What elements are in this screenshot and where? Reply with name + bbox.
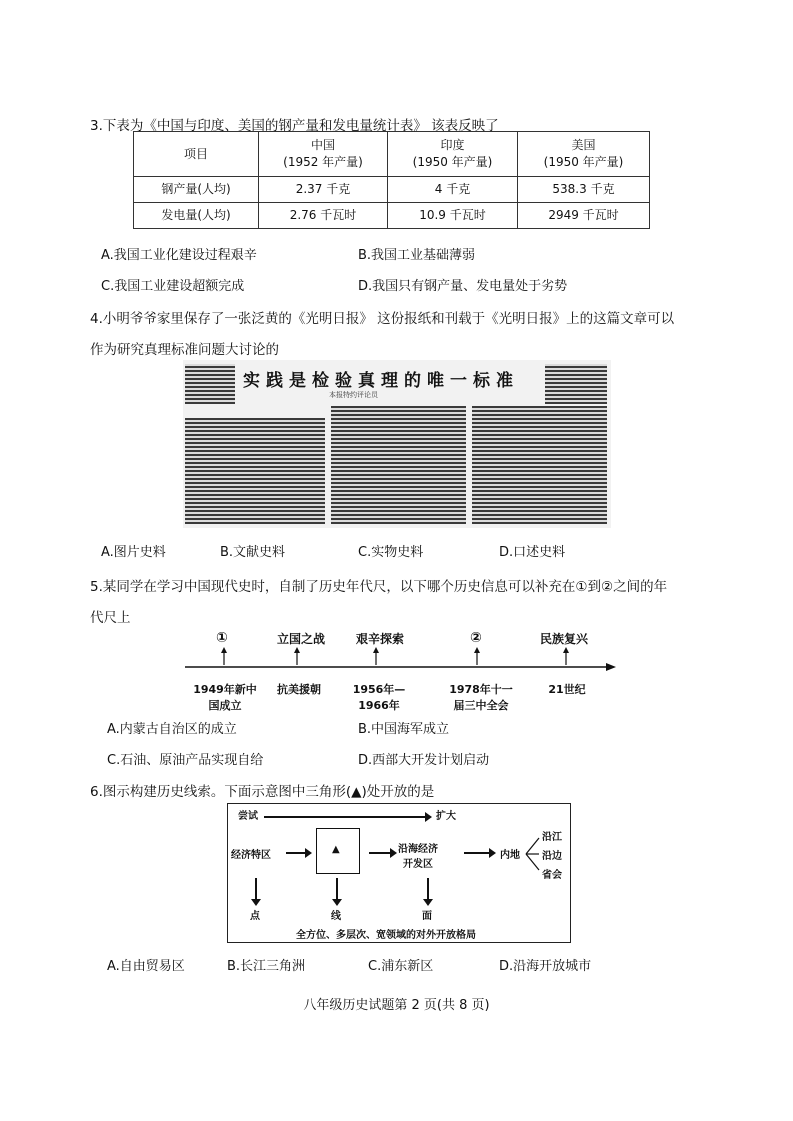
diagram-arrow <box>286 852 306 854</box>
q6-option-d[interactable]: D.沿海开放城市 <box>499 959 592 974</box>
q5-option-c[interactable]: C.石油、原油产品实现自给 <box>107 753 264 768</box>
newspaper-text-block <box>545 364 607 404</box>
q4-option-b[interactable]: B.文献史料 <box>220 545 286 560</box>
table-header-china: 中国 (1952 年产量) <box>259 132 388 177</box>
q4-stem-line1: 4.小明爷爷家里保存了一张泛黄的《光明日报》 这份报纸和刊载于《光明日报》上的这篇文章可以 <box>90 311 675 327</box>
diagram-arrow <box>369 852 391 854</box>
diagram-along-border: 沿边 <box>542 851 562 862</box>
diagram-line: 线 <box>331 911 341 922</box>
diagram-arrow-down <box>336 878 338 900</box>
q3-option-b[interactable]: B.我国工业基础薄弱 <box>358 248 476 263</box>
table-cell: 2.37 千克 <box>259 177 388 203</box>
timeline-label-exploration: 艰辛探索 <box>356 632 405 646</box>
newspaper-column <box>185 418 325 524</box>
newspaper-text-block <box>185 364 235 404</box>
timeline-label-rejuvenation: 民族复兴 <box>540 632 589 646</box>
triangle-icon: ▲ <box>332 844 340 855</box>
diagram-bottom-caption: 全方位、多层次、宽领域的对外开放格局 <box>296 930 476 941</box>
q6-option-b[interactable]: B.长江三角洲 <box>227 959 306 974</box>
q5-option-b[interactable]: B.中国海军成立 <box>358 722 450 737</box>
table-cell: 钢产量(人均) <box>134 177 259 203</box>
diagram-arrow-try-expand <box>264 816 426 818</box>
newspaper-column <box>472 406 607 524</box>
q3-option-d[interactable]: D.我国只有钢产量、发电量处于劣势 <box>358 279 568 294</box>
diagram-inland: 内地 <box>500 850 520 861</box>
q4-option-c[interactable]: C.实物史料 <box>358 545 424 560</box>
table-cell: 2949 千瓦时 <box>518 203 650 229</box>
q3-option-a[interactable]: A.我国工业化建设过程艰辛 <box>101 248 257 263</box>
q5-stem-line2: 代尺上 <box>90 610 131 626</box>
diagram-sez: 经济特区 <box>231 850 271 861</box>
table-cell: 538.3 千克 <box>518 177 650 203</box>
diagram-expand: 扩大 <box>436 811 456 822</box>
table-cell: 4 千克 <box>388 177 518 203</box>
timeline-event-korea: 抗美援朝 <box>277 683 321 696</box>
table-header-india: 印度 (1950 年产量) <box>388 132 518 177</box>
q5-option-a[interactable]: A.内蒙古自治区的成立 <box>107 722 237 737</box>
q3-option-c[interactable]: C.我国工业建设超额完成 <box>101 279 245 294</box>
newspaper-image <box>183 360 611 528</box>
table-header-item: 项目 <box>134 132 259 177</box>
diagram-arrow <box>464 852 490 854</box>
timeline-marker-1: ① <box>216 630 228 646</box>
diagram-try: 尝试 <box>238 811 258 822</box>
q6-stem: 6.图示构建历史线索。下面示意图中三角形(▲)处开放的是 <box>90 784 435 800</box>
diagram-surface: 面 <box>422 911 432 922</box>
page-footer: 八年级历史试题第 2 页(共 8 页) <box>303 998 490 1013</box>
q6-option-c[interactable]: C.浦东新区 <box>368 959 434 974</box>
diagram-provincial-capital: 省会 <box>542 870 562 881</box>
q5-stem-line1: 5.某同学在学习中国现代史时，自制了历史年代尺，以下哪个历史信息可以补充在①到②之间的年 <box>90 579 668 595</box>
q3-statistics-table <box>133 131 650 229</box>
table-header-usa: 美国 (1950 年产量) <box>518 132 650 177</box>
q4-option-a[interactable]: A.图片史料 <box>101 545 166 560</box>
diagram-along-river: 沿江 <box>542 832 562 843</box>
timeline-axis <box>180 645 620 675</box>
newspaper-column <box>331 406 466 524</box>
table-cell: 2.76 千瓦时 <box>259 203 388 229</box>
timeline-marker-2: ② <box>470 630 482 646</box>
table-row <box>134 203 650 229</box>
table-row <box>134 177 650 203</box>
diagram-coastal-zone: 沿海经济 开发区 <box>398 844 438 870</box>
diagram-arrow-down <box>427 878 429 900</box>
q6-option-a[interactable]: A.自由贸易区 <box>107 959 185 974</box>
diagram-arrow-down <box>255 878 257 900</box>
q5-option-d[interactable]: D.西部大开发计划启动 <box>358 753 490 768</box>
q3-stem: 3.下表为《中国与印度、美国的钢产量和发电量统计表》 该表反映了 <box>90 118 499 134</box>
q4-option-d[interactable]: D.口述史料 <box>499 545 566 560</box>
table-cell: 10.9 千瓦时 <box>388 203 518 229</box>
q4-stem-line2: 作为研究真理标准问题大讨论的 <box>90 342 279 358</box>
table-cell: 发电量(人均) <box>134 203 259 229</box>
newspaper-byline: 本报特约评论员 <box>329 391 378 399</box>
diagram-point: 点 <box>250 911 260 922</box>
timeline-event-1978: 1978年十一 届三中全会 <box>449 683 513 712</box>
timeline-event-21c: 21世纪 <box>548 683 586 696</box>
timeline-event-1949: 1949年新中 国成立 <box>193 683 257 712</box>
newspaper-headline: 实践是检验真理的唯一标准 <box>243 371 519 391</box>
opening-up-diagram <box>227 803 571 943</box>
timeline-event-1956: 1956年— 1966年 <box>352 683 406 712</box>
diagram-branch-arrows <box>524 832 542 876</box>
timeline-label-founding-war: 立国之战 <box>277 632 326 646</box>
diagram-blank-box <box>316 828 360 874</box>
